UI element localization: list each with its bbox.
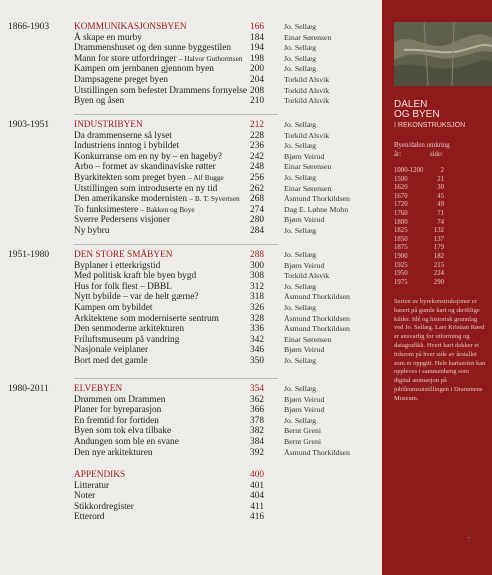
table-caption-year: år: — [394, 151, 402, 158]
entry-title: Nytt bybilde – var de helt gærne? — [74, 292, 199, 303]
entry-page: 308 — [250, 271, 264, 282]
entry-author: Åsmund Thorkildsen — [284, 324, 350, 334]
entry-author: Bjørn Veirud — [284, 405, 325, 415]
entry-title: Da drammenserne så lyset — [74, 130, 172, 141]
entry-page: 262 — [250, 183, 264, 194]
table-caption: Byen/dalen omkring — [394, 142, 450, 149]
table-caption-page: side: — [430, 151, 443, 158]
entry-title: Byarkitekten som preget byen – Alf Bugge — [74, 173, 224, 183]
section-page: 288 — [250, 250, 264, 260]
year-cell: 1000-1200 — [394, 167, 424, 174]
section-title: APPENDIKS — [74, 470, 126, 480]
entry-author: Jo. Sellæg — [284, 415, 317, 425]
entry-title: En fremtid for fortiden — [74, 415, 159, 426]
entry-title: Andungen som ble en svane — [74, 437, 179, 447]
entry-page: 392 — [250, 447, 264, 458]
entry-page: 248 — [250, 162, 264, 173]
entry-page: 194 — [250, 43, 264, 54]
entry-author: Bjørn Veirud — [284, 345, 325, 355]
section-page: 354 — [250, 384, 264, 394]
entry-page: 362 — [250, 394, 264, 405]
entry-page: 366 — [250, 405, 264, 416]
entry-author: Åsmund Thorkildsen — [284, 194, 350, 204]
entry-author: Einar Sørensen — [284, 334, 332, 344]
entry-title: Hus for folk flest – DBBL — [74, 281, 172, 292]
entry-author: Jo. Sellæg — [284, 141, 317, 151]
section-page: 400 — [250, 470, 264, 480]
entry-author: Åsmund Thorkildsen — [284, 447, 350, 457]
entry-title: Utstillingen som befestet Drammens fornyelse — [74, 85, 247, 96]
entry-subtitle: – Alf Bugge — [188, 173, 224, 182]
entry-author: Jo. Sellæg — [284, 64, 317, 74]
entry-author: Jo. Sellæg — [284, 356, 317, 365]
entry-title: Sverre Pedersens visjoner — [74, 215, 171, 226]
entry-page: 210 — [250, 96, 264, 107]
entry-page: 336 — [250, 324, 264, 335]
entry-subtitle: – Bakken og Boye — [140, 204, 195, 214]
era-label: 1903-1951 — [8, 120, 50, 130]
section-author: Jo. Sellæg — [284, 384, 317, 393]
entry-author: Jo. Sellæg — [284, 173, 317, 182]
entry-author: Bjørn Veirud — [284, 215, 325, 225]
entry-title: Byen og åsen — [74, 96, 125, 107]
year-cell: 1500 — [394, 175, 408, 183]
year-cell: 1875 — [394, 244, 408, 252]
year-page-cell: 179 — [433, 244, 444, 252]
year-page-cell: 71 — [437, 210, 444, 217]
entry-author: Jo. Sellæg — [284, 53, 317, 63]
era-label: 1951-1980 — [8, 250, 50, 260]
section-author: Jo. Sellæg — [284, 120, 317, 129]
year-page-cell: 215 — [433, 261, 444, 269]
entry-page: 208 — [250, 85, 264, 96]
entry-title: Ny bybru — [74, 226, 110, 236]
sidebar-note: Serien av byrekonstruksjoner er basert på gamle kart og skriftlige kilder. Idé og historisk grunnlag ved Jo. Sellæg. Lars Kristian Røed er ansvarlig for utforming og datagrafikk. Hvert kart dekker et tidsrom på hver side av årstallet som er oppgitt. Hele kartserien kan oppleves i sammenheng som digital animasjon på jubileumsutstillingen i Drammens Museum. — [394, 298, 486, 402]
year-cell: 1800 — [394, 218, 408, 226]
section-page: 166 — [250, 22, 264, 32]
entry-page: 384 — [250, 437, 264, 447]
entry-title: Planer for byreparasjon — [74, 405, 162, 416]
entry-author: Jo. Sellæg — [284, 226, 317, 235]
section-page: 212 — [250, 120, 264, 130]
entry-page: 242 — [250, 151, 264, 162]
section-divider — [74, 244, 278, 245]
entry-page: 350 — [250, 356, 264, 366]
entry-author: Torkild Alsvik — [284, 96, 330, 106]
entry-page: 411 — [250, 501, 264, 512]
year-page-cell: 74 — [437, 218, 444, 226]
page-number: 7 — [467, 536, 471, 544]
entry-title: Mann for store utfordringer – Halvor Guthormsen — [74, 53, 243, 64]
entry-title: Noter — [74, 491, 96, 502]
entry-title: Industriens inntog i bybildet — [74, 141, 180, 152]
year-page-cell: 49 — [437, 201, 444, 209]
entry-page: 280 — [250, 215, 264, 226]
entry-title: Byplaner i etterkrigstid — [74, 260, 161, 271]
entry-title: Litteratur — [74, 480, 110, 491]
entry-author: Jo. Sellæg — [284, 303, 317, 312]
year-page-cell: 224 — [433, 270, 444, 278]
year-page-cell: 132 — [433, 227, 444, 235]
year-page-cell: 2 — [440, 167, 444, 174]
section-title: ELVEBYEN — [74, 384, 123, 394]
entry-page: 200 — [250, 64, 264, 75]
entry-title: Drømmen om Drammen — [74, 394, 166, 405]
entry-page: 401 — [250, 480, 264, 491]
entry-title: Den senmoderne arkitekturen — [74, 324, 184, 335]
entry-page: 382 — [250, 426, 264, 437]
entry-author: Torkild Alsvik — [284, 85, 330, 95]
entry-page: 284 — [250, 226, 264, 236]
entry-title: Arkitektene som moderniserte sentrum — [74, 313, 219, 324]
entry-author: Torkild Alsvik — [284, 75, 330, 84]
entry-page: 318 — [250, 292, 264, 303]
entry-author: Bjørn Veirud — [284, 151, 325, 161]
entry-title: Dampsagene preget byen — [74, 75, 168, 85]
year-page-cell: 290 — [433, 278, 444, 286]
entry-page: 346 — [250, 345, 264, 356]
year-page-cell: 137 — [433, 235, 444, 243]
era-label: 1980-2011 — [8, 384, 49, 394]
section-divider — [74, 378, 278, 379]
section-title: KOMMUNIKASJONSBYEN — [74, 22, 187, 32]
section-title: INDUSTRIBYEN — [74, 120, 143, 130]
entry-author: Åsmund Thorkildsen — [284, 313, 350, 323]
entry-title: Arbo – formet av skandinaviske røtter — [74, 162, 216, 173]
section-divider — [74, 114, 278, 115]
entry-page: 300 — [250, 260, 264, 271]
entry-author: Åsmund Thorkildsen — [284, 292, 350, 302]
year-cell: 1825 — [394, 227, 408, 235]
year-cell: 1620 — [394, 184, 408, 192]
entry-page: 378 — [250, 415, 264, 426]
section-author: Jo. Sellæg — [284, 22, 317, 31]
entry-title: To funksimestere – Bakken og Boye — [74, 204, 195, 215]
entry-page: 236 — [250, 141, 264, 152]
entry-title: Stikkordregister — [74, 501, 134, 512]
entry-page: 256 — [250, 173, 264, 183]
entry-author: Bjørn Veirud — [284, 394, 325, 404]
entry-title: Friluftsmuseum på vandring — [74, 334, 180, 345]
era-label: 1866-1903 — [8, 22, 50, 32]
entry-title: Kampen om bybildet — [74, 303, 153, 313]
entry-author: Dag E. Løhne Mohn — [284, 204, 349, 214]
entry-author: Einar Sørensen — [284, 162, 332, 172]
entry-author: Torkild Alsvik — [284, 271, 330, 281]
entry-title: Konkurranse om en ny by – en hageby? — [74, 151, 222, 162]
entry-title: Kampen om jernbanen gjennom byen — [74, 64, 214, 75]
entry-author: Bjørn Veirud — [284, 260, 325, 270]
entry-page: 228 — [250, 130, 264, 141]
year-page-cell: 21 — [437, 175, 444, 183]
year-cell: 1975 — [394, 278, 408, 286]
section-title: DEN STORE SMÅBYEN — [74, 250, 173, 260]
sidebar-title: DALEN OG BYEN — [394, 99, 440, 120]
year-cell: 1720 — [394, 201, 408, 209]
entry-author: Einar Sørensen — [284, 183, 332, 193]
entry-page: 274 — [250, 204, 264, 215]
entry-subtitle: – Halvor Guthormsen — [178, 53, 243, 63]
year-page-cell: 45 — [437, 192, 444, 200]
sidebar-panel — [382, 0, 492, 575]
year-cell: 1850 — [394, 235, 408, 243]
entry-page: 416 — [250, 512, 264, 523]
entry-page: 198 — [250, 53, 264, 64]
entry-title: Den nye arkitekturen — [74, 447, 153, 458]
entry-author: Bernt Greni — [284, 437, 322, 446]
entry-title: Med politisk kraft ble byen bygd — [74, 271, 197, 282]
year-cell: 1900 — [394, 253, 408, 260]
section-author: Jo. Sellæg — [284, 250, 317, 259]
entry-title: Byen som tok elva tilbake — [74, 426, 172, 437]
entry-author: Jo. Sellæg — [284, 281, 317, 291]
entry-page: 404 — [250, 491, 264, 502]
entry-title: Etterord — [74, 512, 105, 523]
sidebar-subtitle: I REKONSTRUKSJON — [394, 122, 466, 129]
entry-title: Utstillingen som introduserte en ny tid — [74, 183, 218, 194]
entry-author: Jo. Sellæg — [284, 43, 317, 53]
entry-page: 268 — [250, 194, 264, 205]
entry-page: 312 — [250, 281, 264, 292]
year-cell: 1760 — [394, 210, 408, 217]
entry-author: Einar Sørensen — [284, 32, 332, 42]
year-cell: 1925 — [394, 261, 408, 269]
entry-title: Å skape en murby — [74, 32, 142, 43]
entry-title: Nasjonale veiplaner — [74, 345, 149, 356]
entry-author: Torkild Alsvik — [284, 130, 330, 140]
entry-title: Bort med det gamle — [74, 356, 148, 366]
year-page-cell: 30 — [437, 184, 444, 192]
year-page-cell: 182 — [433, 253, 444, 260]
year-cell: 1670 — [394, 192, 408, 200]
aerial-map-thumbnail — [394, 22, 492, 86]
entry-subtitle: – B. T. Syvertsen — [189, 194, 240, 204]
entry-title: Drammenshuset og den sunne byggestilen — [74, 43, 231, 54]
entry-page: 184 — [250, 32, 264, 43]
entry-title: Den amerikanske modernisten – B. T. Syvertsen — [74, 194, 240, 205]
entry-page: 342 — [250, 334, 264, 345]
entry-page: 328 — [250, 313, 264, 324]
year-cell: 1950 — [394, 270, 408, 278]
entry-page: 326 — [250, 303, 264, 313]
entry-author: Bernt Greni — [284, 426, 322, 436]
entry-page: 204 — [250, 75, 264, 85]
